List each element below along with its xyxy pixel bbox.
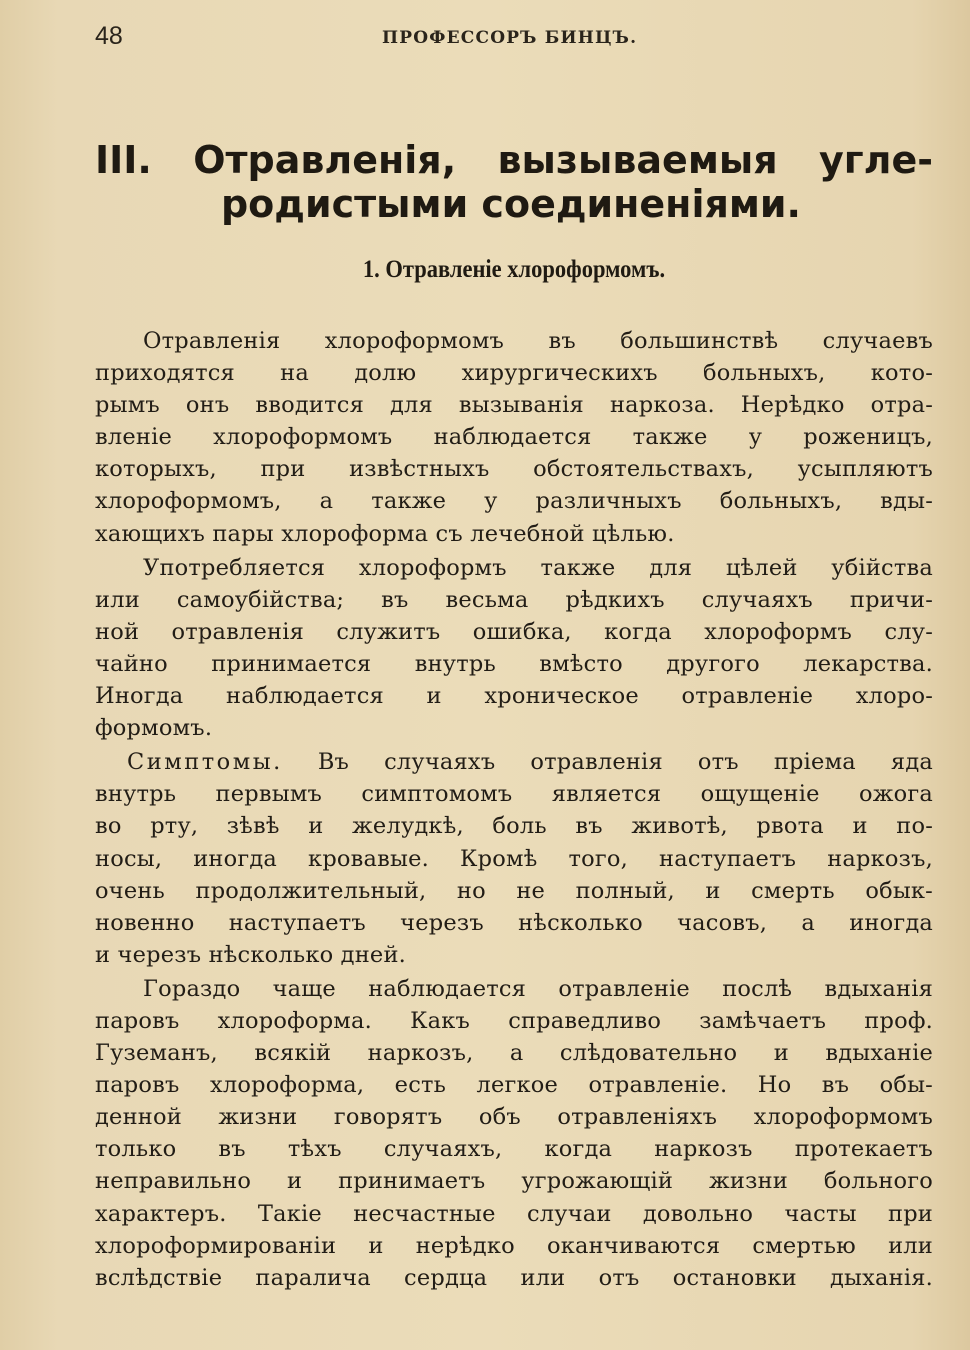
section-title: 1. Отравленіе хлороформомъ. — [362, 256, 666, 283]
spaced-heading-word: Симптомы. — [127, 749, 283, 776]
paragraph — [95, 746, 933, 971]
text-line: формомъ. — [95, 715, 213, 742]
text-line: и черезъ нѣсколько дней. — [95, 941, 406, 968]
text-line — [95, 746, 933, 778]
text-line: ной отравленія служитъ ошибка, когда хлороформъ слу- — [95, 618, 933, 645]
text-line: Иногда наблюдается и хроническое отравленіе хлоро- — [95, 683, 933, 710]
text-line: во рту, зѣвѣ и желудкѣ, боль въ животѣ, рвота и по- — [95, 813, 933, 840]
text-line: Гуземанъ, всякій наркозъ, а слѣдовательно и вдыханіе — [95, 1040, 933, 1067]
text-line: внутрь первымъ симптомомъ является ощущеніе ожога — [95, 781, 933, 808]
paragraph — [95, 973, 933, 1294]
text-line: рымъ онъ вводится для вызыванія наркоза. Нерѣдко отра- — [95, 392, 933, 419]
text-line: характеръ. Такіе несчастные случаи довольно часты при — [95, 1200, 933, 1227]
paragraph — [95, 552, 933, 745]
text-line: очень продолжительный, но не полный, и смерть обык- — [95, 877, 933, 904]
body-text — [95, 325, 933, 1296]
text-line: хлороформированіи и нерѣдко оканчиваются смертью или — [95, 1232, 933, 1259]
text-line: паровъ хлороформа, есть легкое отравленіе. Но въ обы- — [95, 1072, 933, 1099]
page-number: 48 — [95, 22, 123, 50]
text-line: Гораздо чаще наблюдается отравленіе послѣ вдыханія — [143, 975, 933, 1002]
text-line: только въ тѣхъ случаяхъ, когда наркозъ протекаетъ — [95, 1136, 933, 1163]
text-line: денной жизни говорятъ объ отравленіяхъ хлороформомъ — [95, 1104, 933, 1131]
text-line: или самоубійства; въ весьма рѣдкихъ случаяхъ причи- — [95, 586, 933, 613]
text-line: Употребляется хлороформъ также для цѣлей убійства — [143, 554, 933, 581]
text-line: новенно наступаетъ черезъ нѣсколько часовъ, а иногда — [95, 909, 933, 936]
running-head — [95, 22, 910, 52]
text-line: носы, иногда кровавые. Кромѣ того, наступаетъ наркозъ, — [95, 845, 933, 872]
text-line: вслѣдствіе паралича сердца или отъ остановки дыханія. — [95, 1264, 933, 1291]
chapter-title — [95, 138, 933, 226]
text-line: вленіе хлороформомъ наблюдается также у роженицъ, — [95, 424, 933, 451]
text-line: хлороформомъ, а также у различныхъ больныхъ, вды- — [95, 488, 933, 515]
text-line: Отравленія хлороформомъ въ большинствѣ случаевъ — [143, 328, 933, 354]
chapter-title-line: III. Отравленія, вызываемыя угле- — [95, 138, 933, 182]
paragraph — [95, 325, 933, 550]
running-head-title: ПРОФЕССОРЪ БИНЦЪ. — [382, 28, 638, 48]
text-line: которыхъ, при извѣстныхъ обстоятельствахъ, усыпляютъ — [95, 456, 933, 483]
text-line: паровъ хлороформа. Какъ справедливо замѣчаетъ проф. — [95, 1007, 933, 1034]
text-line: приходятся на долю хирургическихъ больныхъ, кото- — [95, 360, 933, 387]
text-line: неправильно и принимаетъ угрожающій жизни больного — [95, 1168, 933, 1195]
text-line: хающихъ пары хлороформа съ лечебной цѣлью. — [95, 520, 675, 547]
chapter-title-line: родистыми соединеніями. — [220, 182, 801, 226]
text-line-rest: Въ случаяхъ отравленія отъ пріема яда — [282, 749, 933, 776]
text-line: чайно принимается внутрь вмѣсто другого лекарства. — [95, 650, 933, 677]
